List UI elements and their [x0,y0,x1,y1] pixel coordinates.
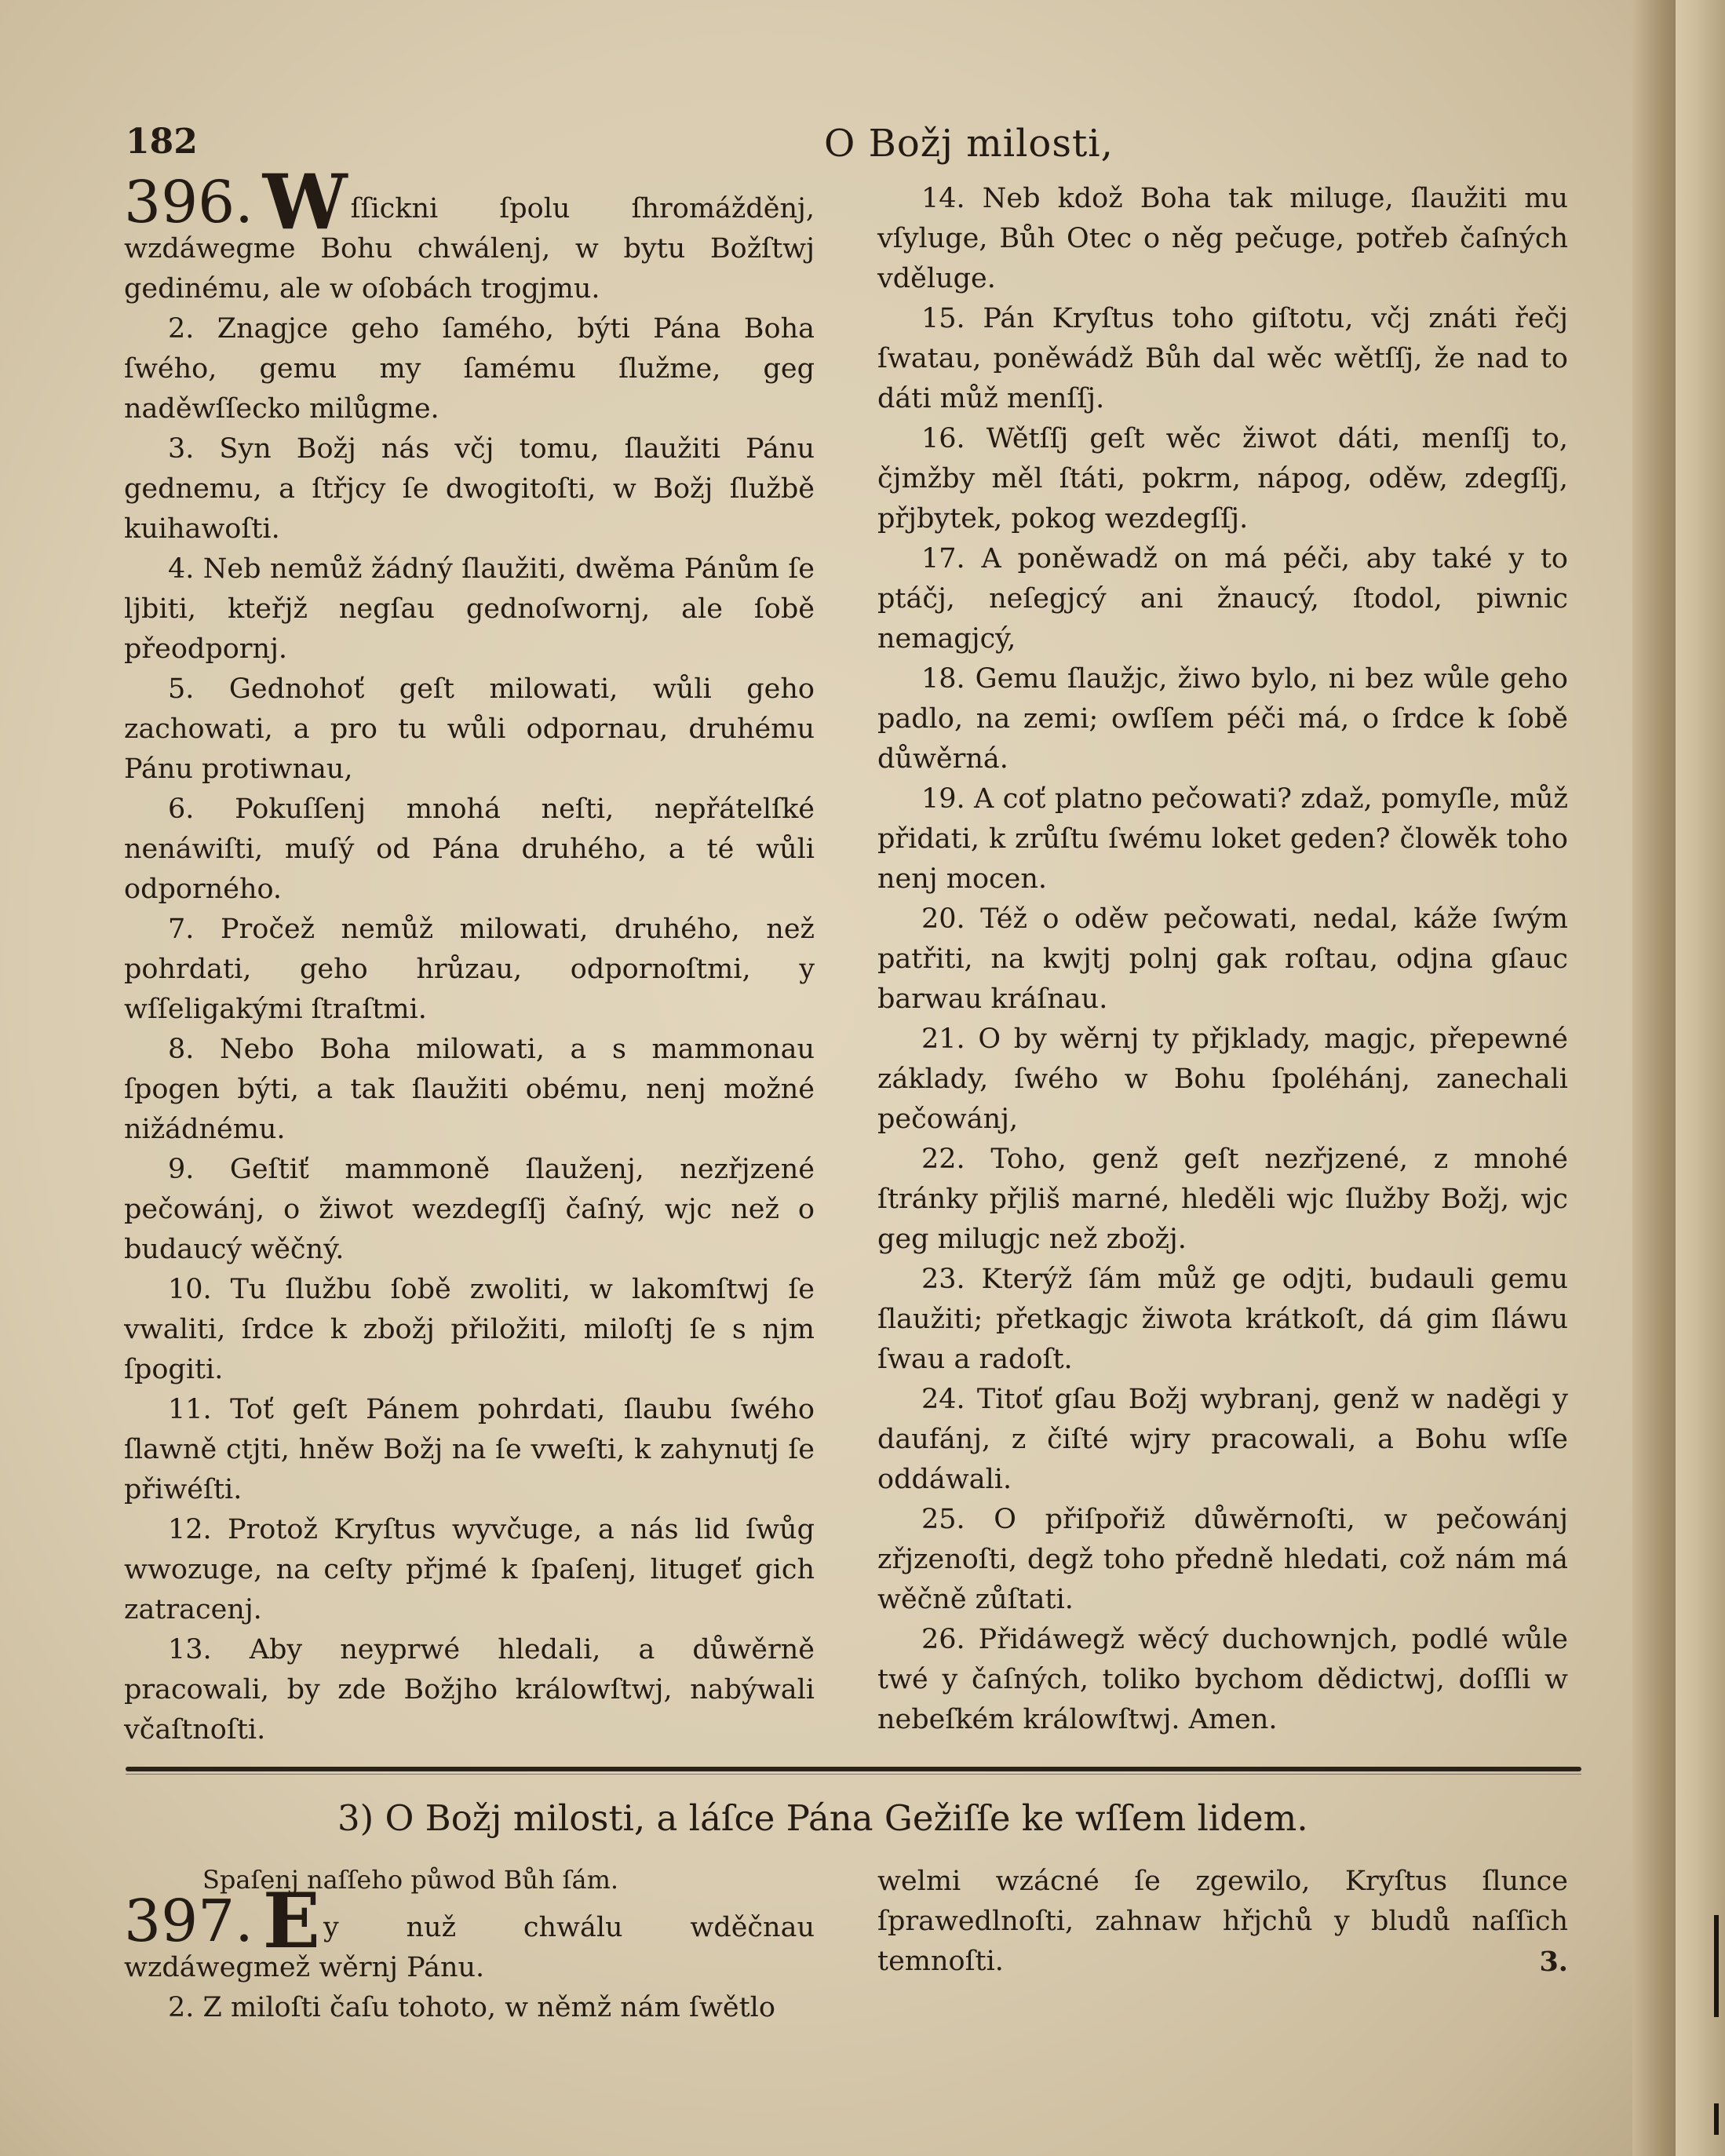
running-title: O Božj milosti, [824,122,1114,166]
verse: 12. Protož Kryſtus wyvčuge, a nás lid ſwůg wwozuge, na ceſty přjmé k ſpaſenj, litugeť gich zatracenj. [124,1514,815,1625]
verse: 10. Tu ſlužbu ſobě zwoliti, w lakomſtwj ſe vwaliti, ſrdce k zbožj přiložiti, miloſtj ſe s njm ſpogiti. [124,1274,815,1385]
edge-mark [1714,1915,1719,2017]
verse: 8. Nebo Boha milowati, a s mammonau ſpogen býti, a tak ſlaužiti obému, nenj možné nižádnému. [124,1034,815,1145]
verse: 15. Pán Kryſtus toho giſtotu, včj znáti řečj ſwatau, poněwádž Bůh dal wěc wětſſj, že nad to dáti můž menſſj. [877,303,1568,414]
verse: 9. Geſtiť mammoně ſlauženj, nezřjzené pečowánj, o žiwot wezdegſſj čaſný, wjc než o budaucý wěčný. [124,1154,815,1265]
section-title: 3) O Božj milosti, a láſce Pána Gežiſſe ke wſſem lidem. [337,1797,1308,1839]
verse-1-text: ſſickni ſpolu ſhromážděnj, wzdáwegme Bohu chwálenj, w bytu Božſtwj gedinému, ale w oſobách trogjmu. [124,193,815,305]
verse: 6. Pokuſſenj mnohá neſti, nepřátelſké nenáwiſti, muſý od Pána druhého, a té wůli odporného. [124,793,815,905]
verse: 24. Titoť gſau Božj wybranj, genž w naděgi y daufánj, z čiſté wjry pracowali, a Bohu wſſe oddáwali. [877,1384,1568,1495]
left-column [124,158,815,1750]
verse: 21. O by wěrnj ty přjklady, magjc, přepewné základy, ſwého w Bohu ſpoléhánj, zanechali pečowánj, [877,1023,1568,1135]
page-number: 182 [126,122,198,162]
edge-mark [1714,2103,1719,2135]
verse-2-start: 2. Z miloſti čaſu tohoto, w němž nám ſwětlo [168,1992,775,2023]
verse: 4. Neb nemůž žádný ſlaužiti, dwěma Pánům ſe ljbiti, kteřjž negſau gednoſwornj, ale ſobě přeodpornj. [124,553,815,665]
verse: 18. Gemu ſlaužjc, žiwo bylo, ni bez wůle geho padlo, na zemi; owſſem péči má, o ſrdce k ſobě důwěrná. [877,663,1568,775]
verse-1 [124,158,815,309]
section-divider [126,1767,1581,1771]
hymn-397-columns [124,1862,1615,2121]
next-page-edge [1676,0,1725,2156]
verse: 5. Gednohoť geſt milowati, wůli geho zachowati, a pro tu wůli odpornau, druhému Pánu protiwnau, [124,673,815,785]
verse: 7. Pročež nemůž milowati, druhého, než pohrdati, geho hrůzau, odpornoſtmi, y wſſeligakými ſtraſtmi. [124,914,815,1025]
verse: 20. Též o oděw pečowati, nedal, káže ſwým patřiti, na kwjtj polnj gak roſtau, odjna gſauc barwau kráſnau. [877,903,1568,1015]
page-header [126,122,1609,177]
section-divider-thin [126,1774,1581,1775]
verse: 11. Toť geſt Pánem pohrdati, ſlaubu ſwého ſlawně ctjti, hněw Božj na ſe vweſti, k zahynutj ſe přiwéſti. [124,1394,815,1505]
verse: 22. Toho, genž geſt nezřjzené, z mnohé ſtránky přjliš marné, hleděli wjc ſlužby Božj, wjc geg milugjc než zbožj. [877,1144,1568,1255]
hymn-subtitle: Spaſenj naſſeho půwod Bůh ſám. [202,1865,619,1895]
drop-initial: W [262,158,348,246]
verse-2-continued: welmi wzácné ſe zgewilo, Kryſtus ſlunce ſprawedlnoſti, zahnaw hřjchů y bludů naſſich temnoſti. [877,1866,1568,1977]
verse: 26. Přidáwegž wěcý duchownjch, podlé wůle twé y čaſných, toliko bychom dědictwj, doſſli w nebeſkém králowſtwj. Amen. [877,1624,1568,1735]
verse: 23. Kterýž ſám můž ge odjti, budauli gemu ſlaužiti; přetkagjc žiwota krátkoſt, dá gim ſláwu ſwau a radoſt. [877,1264,1568,1375]
verse: 3. Syn Božj nás včj tomu, ſlaužiti Pánu gednemu, a ſtřjcy ſe dwogitoſti, w Božj ſlužbě kuihawoſti. [124,433,815,545]
verse: 13. Aby neyprwé hledali, a důwěrně pracowali, by zde Božjho králowſtwj, nabýwali včaſtnoſti. [124,1634,815,1746]
verse: 2. Znagjce geho ſamého, býti Pána Boha ſwého, gemu my ſamému ſlužme, geg naděwſſecko milůgme. [124,313,815,425]
verse: 17. A poněwadž on má péči, aby také y to ptáčj, neſegjcý ani žnaucý, ſtodol, piwnic nemagjcý, [877,543,1568,655]
right-column [877,179,1568,1740]
hymn-396-columns [124,158,1615,1746]
verse-1-text: y nuž chwálu wděčnau wzdáwegmež wěrnj Pánu. [124,1912,815,1983]
hymn-number: 396. [124,169,253,236]
verse: 19. A coť platno pečowati? zdaž, pomyſle, můž přidati, k zrůſtu ſwému loket geden? člowěk toho nenj mocen. [877,783,1568,895]
verse: 16. Wětſſj geſt wěc žiwot dáti, menſſj to, čjmžby měl ſtáti, pokrm, nápog, oděw, zdegſſj, přjbytek, pokog wezdegſſj. [877,423,1568,534]
left-column-bottom [124,1862,815,2028]
catchword: 3. [1539,1946,1568,1978]
verse: 25. O přiſpořiž důwěrnoſti, w pečowánj zřjzenoſti, degž toho předně hledati, což nám má wěčně zůſtati. [877,1504,1568,1615]
verse: 14. Neb kdož Boha tak miluge, ſlaužiti mu vſyluge, Bůh Otec o něg pečuge, potřeb čaſných vděluge. [877,183,1568,294]
drop-initial: E [262,1877,320,1965]
hymn-number: 397. [124,1888,253,1955]
right-column-bottom [877,1862,1568,1982]
